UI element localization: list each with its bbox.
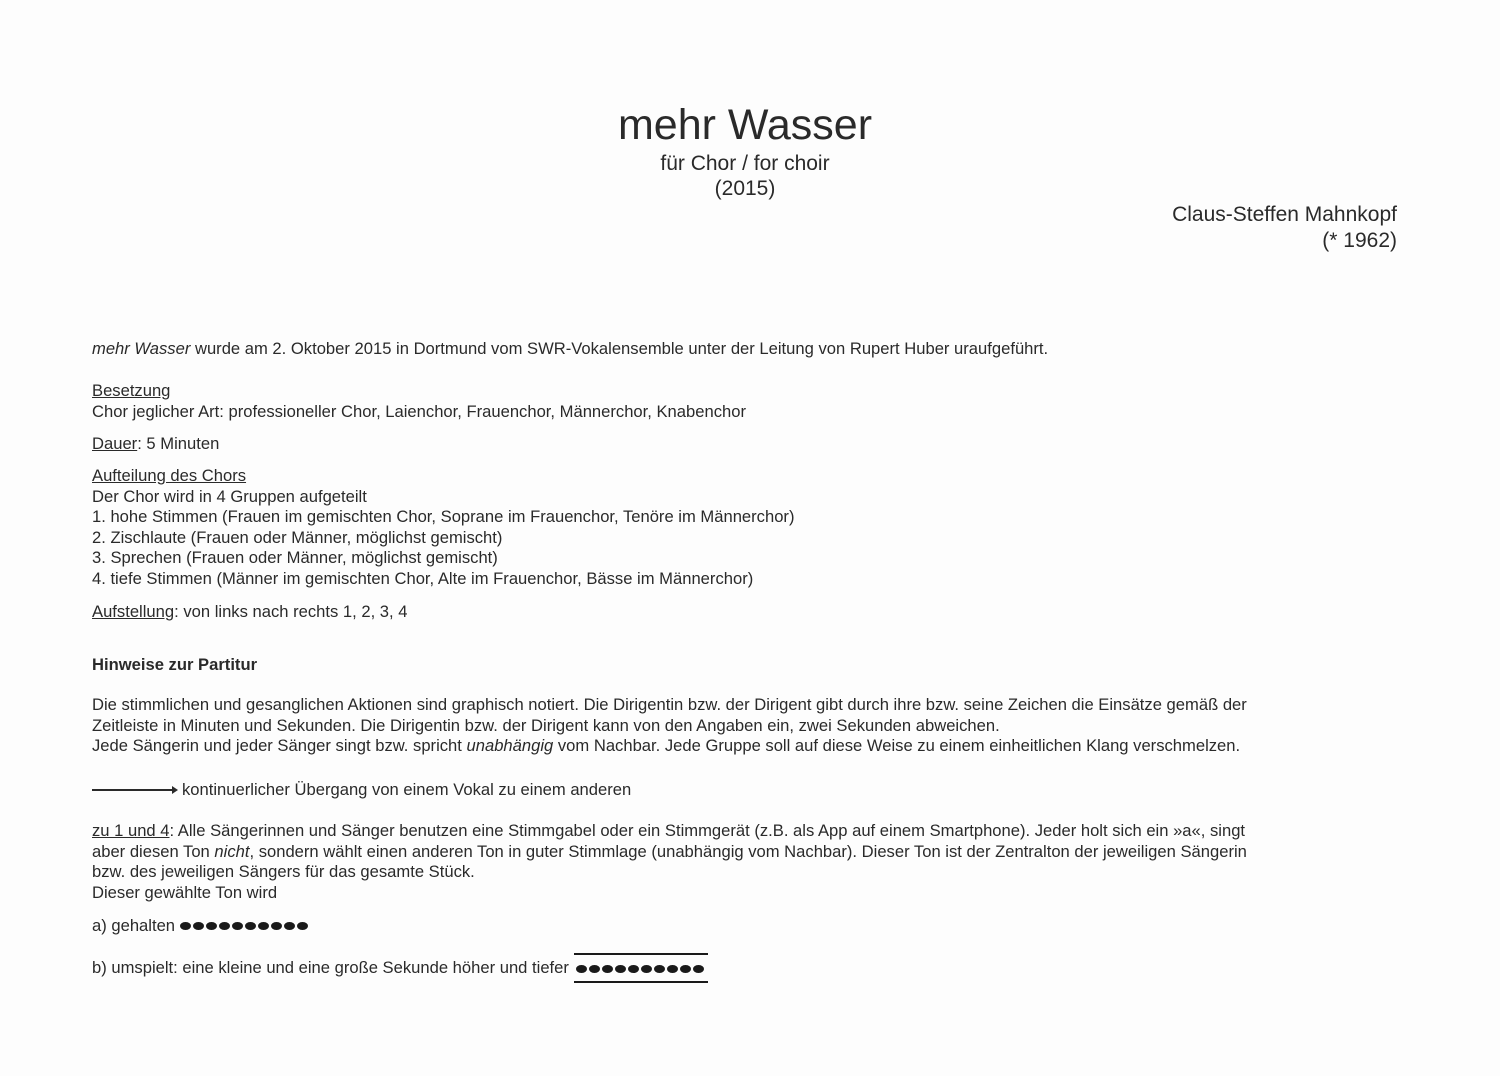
group-item: 3. Sprechen (Frauen oder Männer, möglichst gemischt): [92, 548, 498, 567]
hinweise-line: [92, 736, 1247, 757]
notation-dot: [693, 965, 704, 973]
aufstellung-label: Aufstellung: [92, 602, 175, 621]
hinweise-line-part: vom Nachbar. Jede Gruppe soll auf diese Weise zu einem einheitlichen Klang verschmelzen.: [553, 736, 1241, 755]
hinweise-heading: Hinweise zur Partitur: [92, 655, 258, 674]
held-tone-label: a) gehalten: [92, 916, 176, 935]
aufteilung-heading: Aufteilung des Chors: [92, 466, 247, 485]
notation-dot: [180, 922, 191, 930]
zu14-italic: nicht: [214, 841, 250, 861]
group-item: 1. hohe Stimmen (Frauen im gemischten Chor, Soprane im Frauenchor, Tenöre im Männerchor): [92, 507, 795, 526]
besetzung-heading: Besetzung: [92, 381, 171, 400]
notation-dot: [628, 965, 639, 973]
zu14-line: [92, 842, 1247, 863]
notation-dot: [641, 965, 652, 973]
group-item: 4. tiefe Stimmen (Männer im gemischten Chor, Alte im Frauenchor, Bässe im Männerchor): [92, 568, 754, 588]
notation-dot: [245, 922, 256, 930]
zu14-line: [92, 821, 1247, 842]
ornamented-tone-label: b) umspielt: eine kleine und eine große Sekunde höher und tiefer: [92, 958, 569, 978]
notation-dot: [589, 965, 600, 973]
zu14-line: bzw. des jeweiligen Sängers für das gesamte Stück.: [92, 862, 475, 881]
aufstellung-text: : von links nach rechts 1, 2, 3, 4: [174, 602, 408, 621]
piece-title: mehr Wasser: [617, 101, 873, 149]
zu14-label: zu 1 und 4: [92, 821, 170, 840]
hinweise-line-part: Jede Sängerin und jeder Sänger singt bzw. spricht: [92, 736, 467, 755]
aufstellung-section: [92, 602, 407, 623]
held-tone-dots-icon: [180, 915, 310, 936]
notation-dot: [680, 965, 691, 973]
notation-dot: [206, 922, 217, 930]
dauer-section: [92, 434, 219, 455]
notation-dot: [297, 922, 308, 930]
zu14-line-part: , sondern wählt einen anderen Ton in guter Stimmlage (unabhängig vom Nachbar). Dieser Ton ist der Zentralton der jeweiligen Sängerin: [249, 841, 1247, 861]
premiere-work-title: mehr Wasser: [92, 339, 191, 358]
hinweise-line: Die stimmlichen und gesanglichen Aktionen sind graphisch notiert. Die Dirigentin bzw. der Dirigent gibt durch ihre bzw. seine Zeichen die Einsätze gemäß der: [92, 695, 1247, 714]
composer-block: [1172, 202, 1397, 254]
notation-dot: [615, 965, 626, 973]
besetzung-text: Chor jeglicher Art: professioneller Chor, Laienchor, Frauenchor, Männerchor, Knabenchor: [92, 401, 746, 421]
group-item: 2. Zischlaute (Frauen oder Männer, möglichst gemischt): [92, 527, 503, 547]
notation-dot: [232, 922, 243, 930]
ornamented-tone-dots-icon: [574, 953, 708, 983]
zu14-line: Dieser gewählte Ton wird: [92, 882, 278, 902]
zu14-line-text: : Alle Sängerinnen und Sänger benutzen eine Stimmgabel oder ein Stimmgerät (z.B. als App auf einem Smartphone). Jeder holt sich ein »a«, singt: [169, 821, 1246, 840]
aufteilung-section: [92, 466, 795, 589]
notation-dot: [576, 965, 587, 973]
piece-year: (2015): [714, 177, 776, 200]
hinweise-paragraph: [92, 695, 1247, 757]
notation-dot: [271, 922, 282, 930]
notation-dot: [654, 965, 665, 973]
arrow-legend-text: kontinuerlicher Übergang von einem Vokal zu einem anderen: [182, 780, 632, 799]
composer-birth: (* 1962): [1322, 229, 1397, 252]
premiere-text: wurde am 2. Oktober 2015 in Dortmund vom SWR-Vokalensemble unter der Leitung von Rupert Huber uraufgeführt.: [190, 339, 1049, 358]
notation-dot: [193, 922, 204, 930]
ornamented-tone-item: [92, 954, 708, 984]
hinweise-italic: unabhängig: [466, 736, 554, 755]
dauer-label: Dauer: [92, 434, 138, 453]
besetzung-section: [92, 381, 746, 422]
held-tone-item: [92, 916, 310, 937]
notation-dot: [667, 965, 678, 973]
notation-dot: [219, 922, 230, 930]
notation-dot: [284, 922, 295, 930]
arrow-legend: [92, 780, 631, 801]
composer-name: Claus-Steffen Mahnkopf: [1172, 203, 1397, 226]
dauer-text: : 5 Minuten: [137, 434, 220, 453]
notation-dot: [258, 922, 269, 930]
premiere-note: [92, 339, 1048, 360]
piece-subtitle: für Chor / for choir: [660, 152, 830, 175]
arrow-right-icon: [92, 789, 176, 791]
zu14-paragraph: [92, 821, 1247, 903]
zu14-line-part: aber diesen Ton: [92, 841, 215, 861]
notation-dot: [602, 965, 613, 973]
hinweise-line: Zeitleiste in Minuten und Sekunden. Die Dirigentin bzw. der Dirigent kann von den Angaben ein, zwei Sekunden abweichen.: [92, 715, 1000, 735]
aufteilung-intro: Der Chor wird in 4 Gruppen aufgeteilt: [92, 486, 367, 506]
